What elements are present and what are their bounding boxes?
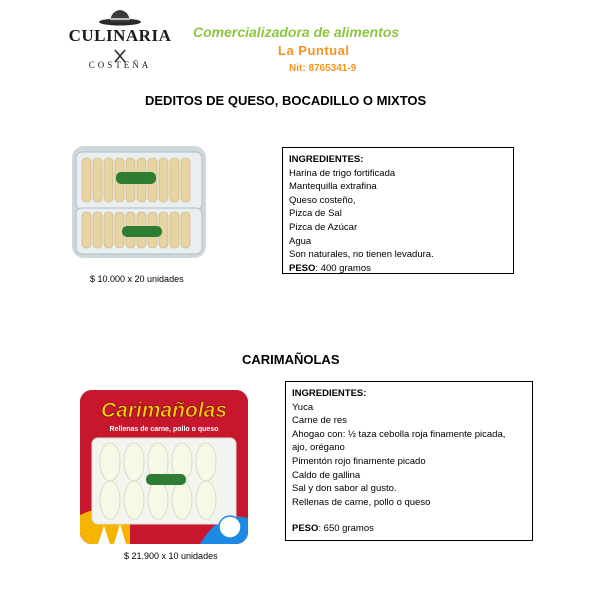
ingredient-item: Queso costeño,: [289, 194, 356, 206]
ingredient-item: Rellenas de carne, pollo o queso: [292, 496, 431, 508]
weight-line: [289, 262, 507, 276]
ingredient-item: Pizca de Azúcar: [289, 221, 358, 233]
ingredient-item: Pimentón rojo finamente picado: [292, 455, 426, 467]
product-price: $ 21.900 x 10 unidades: [124, 551, 218, 561]
company-nit: Nit: 8765341-9: [289, 63, 357, 74]
logo-name: CULINARIA: [68, 26, 172, 45]
ingredient-item: Sal y don sabor al gusto.: [292, 483, 397, 495]
ingredient-item: Son naturales, no tienen levadura.: [289, 249, 434, 261]
product-title: DEDITOS DE QUESO, BOCADILLO O MIXTOS: [145, 93, 427, 108]
ingredient-item: ajo, orégano: [292, 442, 345, 454]
weight-label: PESO: [289, 262, 316, 274]
ingredients-label: INGREDIENTES:: [289, 154, 364, 165]
weight-value: : 650 gramos: [318, 523, 374, 535]
carimanolas-photo: [80, 390, 248, 544]
product-title: CARIMAÑOLAS: [242, 352, 340, 367]
ingredient-item: Agua: [289, 235, 312, 247]
ingredient-item: Pizca de Sal: [289, 208, 342, 220]
company-name: La Puntual: [278, 43, 350, 58]
deditos-tray-image: [72, 146, 206, 258]
ingredient-item: Carne de res: [292, 415, 347, 427]
culinaria-logo: [68, 8, 172, 74]
hat-icon: [98, 8, 142, 26]
carimanolas-package-image: [80, 390, 248, 544]
ingredient-item: Caldo de gallina: [292, 469, 361, 481]
product-price: $ 10.000 x 20 unidades: [90, 274, 184, 284]
ingredient-item: Yuca: [292, 401, 314, 413]
ingredient-item: Ahogao con: ½ taza cebolla roja finamente picada,: [292, 428, 506, 440]
deditos-photo: [72, 146, 206, 258]
weight-value: : 400 gramos: [315, 262, 371, 274]
ingredient-item: Mantequilla extrafina: [289, 181, 377, 193]
weight-label: PESO: [292, 523, 319, 535]
package-subtitle: Rellenas de carne, pollo o queso: [109, 426, 219, 433]
logo-subtitle: COSTEÑA: [88, 60, 152, 70]
ingredient-item: Harina de trigo fortificada: [289, 167, 396, 179]
weight-line: [292, 522, 526, 536]
ingredients-box: [285, 381, 533, 541]
ingredients-box: [282, 147, 514, 274]
package-title: Carimañolas: [100, 399, 228, 422]
company-tagline: Comercializadora de alimentos: [193, 24, 400, 40]
ingredients-label: INGREDIENTES:: [292, 388, 367, 399]
